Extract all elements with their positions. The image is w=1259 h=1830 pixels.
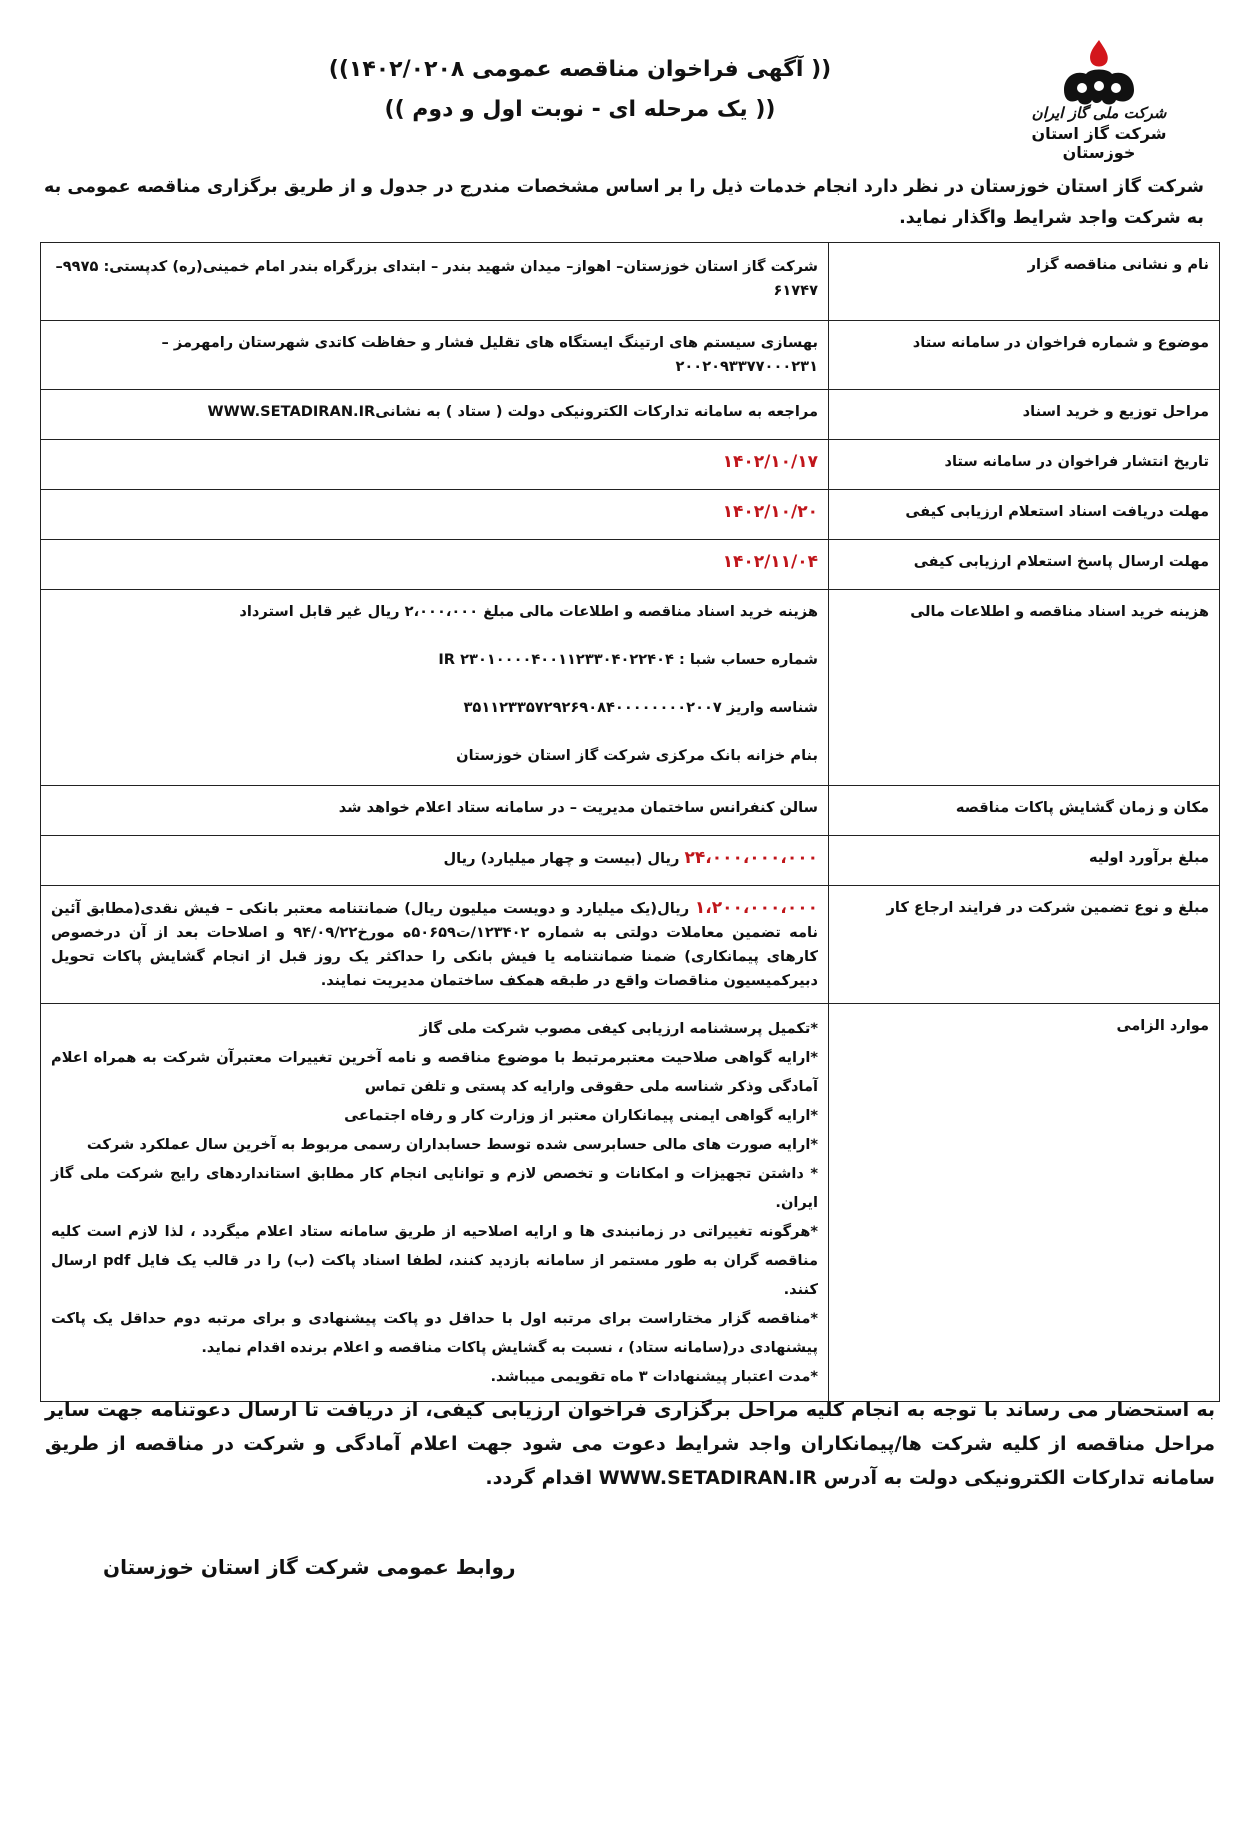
nigc-flame-logo-icon (1044, 38, 1154, 108)
table-row (41, 440, 1220, 490)
row-label: مهلت دریافت اسناد استعلام ارزیابی کیفی (829, 490, 1220, 540)
table-row (41, 886, 1220, 1004)
requirement-item: *ارایه گواهی ایمنی پیمانکاران معتبر از وزارت کار و رفاه اجتماعی (344, 1107, 818, 1124)
table-row (41, 836, 1220, 886)
tender-details-table (40, 242, 1220, 1402)
company-logo (1009, 38, 1189, 162)
table-row (41, 490, 1220, 540)
row-value (41, 440, 829, 490)
table-row (41, 390, 1220, 440)
row-value: بهسازی سیستم های ارتینگ ایستگاه های تقلیل فشار و حفاظت کاتدی شهرستان رامهرمز – ۲۰۰۲۰۹۳۳۷۷۰۰۰۲۳۱ (41, 321, 829, 390)
fee-line: هزینه خرید اسناد مناقصه و اطلاعات مالی مبلغ ۲،۰۰۰،۰۰۰ ریال غیر قابل استرداد (239, 603, 818, 620)
doc-deadline-date: ۱۴۰۲/۱۰/۲۰ (722, 502, 818, 522)
header (0, 30, 1259, 160)
requirement-item: *ارایه گواهی صلاحیت معتبرمرتبط با موضوع مناقصه و نامه آخرین تغییرات معتبرآن شرکت به همراه اعلام آمادگی وذکر شناسه ملی حقوقی وارایه کد پستی و تلفن تماس (51, 1049, 818, 1095)
row-value (41, 1004, 829, 1402)
row-label: تاریخ انتشار فراخوان در سامانه ستاد (829, 440, 1220, 490)
row-value (41, 490, 829, 540)
estimate-text: ریال (بیست و چهار میلیارد) ریال (443, 850, 685, 867)
row-value (41, 540, 829, 590)
row-label: هزینه خرید اسناد مناقصه و اطلاعات مالی (829, 590, 1220, 786)
page-title: (( آگهی فراخوان مناقصه عمومی ۱۴۰۲/۰۲۰۸)) (328, 57, 832, 82)
company-name: شرکت گاز استان خوزستان (1031, 124, 1167, 162)
intro-paragraph: شرکت گاز استان خوزستان در نظر دارد انجام خدمات ذیل را بر اساس مشخصات مندرج در جدول و از طریق برگزاری مناقصه عمومی به به شرکت واجد شرایط واگذار نماید. (44, 177, 1204, 228)
publish-date: ۱۴۰۲/۱۰/۱۷ (722, 452, 818, 472)
closing-paragraph: به استحضار می رساند با توجه به انجام کلیه مراحل برگزاری فراخوان ارزیابی کیفی، از دریافت تا ارسال دعوتنامه جهت سایر مراحل مناقصه از کلیه شرکت ها/پیمانکاران واجد شرایط دعوت می شود جهت اعلام آمادگی و شرکت در مناقصه از طریق سامانه تدارکات الکترونیکی دولت به آدرس WWW.SETADIRAN.IR اقدام گردد. (45, 1399, 1215, 1489)
table-row (41, 540, 1220, 590)
table-row (41, 321, 1220, 390)
sheba-line: شماره حساب شبا : IR ۲۳۰۱۰۰۰۰۴۰۰۱۱۲۳۳۰۴۰۲۲۴۰۴ (438, 651, 818, 668)
row-label: مکان و زمان گشایش پاکات مناقصه (829, 786, 1220, 836)
row-label: نام و نشانی مناقصه گزار (829, 243, 1220, 321)
row-value (41, 243, 829, 321)
row-label: موضوع و شماره فراخوان در سامانه ستاد (829, 321, 1220, 390)
signature: روابط عمومی شرکت گاز استان خوزستان (103, 1555, 516, 1579)
row-label: مبلغ و نوع تضمین شرکت در فرایند ارجاع کار (829, 886, 1220, 1004)
row-label: مبلغ برآورد اولیه (829, 836, 1220, 886)
page-subtitle: (( یک مرحله ای - نوبت اول و دوم )) (384, 97, 776, 122)
table-row (41, 786, 1220, 836)
treasury-line: بنام خزانه بانک مرکزی شرکت گاز استان خوزستان (456, 747, 818, 764)
row-label: موارد الزامی (829, 1004, 1220, 1402)
deposit-id-line: شناسه واریز ۳۵۱۱۲۳۳۵۷۲۹۲۶۹۰۸۴۰۰۰۰۰۰۰۰۲۰۰۷ (463, 699, 818, 716)
requirement-item: *هرگونه تغییراتی در زمانبندی ها و ارایه اصلاحیه از طریق سامانه ستاد اعلام میگردد ، لذا لازم است کلیه مناقصه گران به طور مستمر از سامانه بازدید کنند، لطفا اسناد پاکت (ب) را در قالب یک فایل pdf ارسال کنند. (51, 1223, 818, 1298)
row-value: مراجعه به سامانه تدارکات الکترونیکی دولت ( ستاد ) به نشانیWWW.SETADIRAN.IR (41, 390, 829, 440)
row-label: مهلت ارسال پاسخ استعلام ارزیابی کیفی (829, 540, 1220, 590)
table-row (41, 1004, 1220, 1402)
guarantee-text: ریال(یک میلیارد و دویست میلیون ریال) ضمانتنامه معتبر بانکی – فیش نقدی(مطابق آئین نامه تضمین معاملات دولتی به شماره ۱۲۳۴۰۲/ت۵۰۶۵۹ه مورخ۹۴/۰۹/۲۲ و اصلاحات بعد از آن درخصوص کارهای پیمانکاری) ضمنا ضمانتنامه یا فیش بانکی را حداکثر یک روز قبل از انجام گشایش پاکات تحویل دبیرکمیسیون مناقصات واقع در طبقه همکف ساختمان مدیریت نمایند. (51, 900, 818, 989)
row-value (41, 590, 829, 786)
requirement-item: *تکمیل پرسشنامه ارزیابی کیفی مصوب شرکت ملی گاز (419, 1020, 818, 1037)
requirement-item: *مدت اعتبار پیشنهادات ۳ ماه تقویمی میباشد. (490, 1368, 818, 1385)
title-block (300, 50, 860, 130)
row-label: مراحل توزیع و خرید اسناد (829, 390, 1220, 440)
estimate-amount: ۲۴،۰۰۰،۰۰۰،۰۰۰ (684, 848, 818, 868)
row-value-text: شرکت گاز استان خوزستان– اهواز– میدان شهید بندر – ابتدای بزرگراه بندر امام خمینی(ره) کدپستی: ۹۹۷۵– ۶۱۷۴۷ (55, 258, 818, 299)
response-deadline-date: ۱۴۰۲/۱۱/۰۴ (722, 552, 818, 572)
row-value (41, 836, 829, 886)
logo-script: شرکت ملی گاز ایران (1031, 104, 1167, 122)
guarantee-amount: ۱،۲۰۰،۰۰۰،۰۰۰ (694, 898, 818, 918)
requirement-item: *ارایه صورت های مالی حسابرسی شده توسط حسابداران رسمی مربوط به آخرین سال عملکرد شرکت (86, 1136, 818, 1153)
row-value (41, 886, 829, 1004)
table-row (41, 590, 1220, 786)
table-row (41, 243, 1220, 321)
requirement-item: * داشتن تجهیزات و امکانات و تخصص لازم و توانایی انجام کار مطابق استانداردهای رایج شرکت ملی گاز ایران. (51, 1165, 818, 1211)
requirement-item: *مناقصه گزار مختاراست برای مرتبه اول با حداقل دو پاکت پیشنهادی و برای مرتبه دوم حداقل یک پاکت پیشنهادی در(سامانه ستاد) ، نسبت به گشایش پاکات مناقصه و اعلام برنده اقدام نماید. (51, 1310, 818, 1356)
row-value: سالن کنفرانس ساختمان مدیریت – در سامانه ستاد اعلام خواهد شد (41, 786, 829, 836)
